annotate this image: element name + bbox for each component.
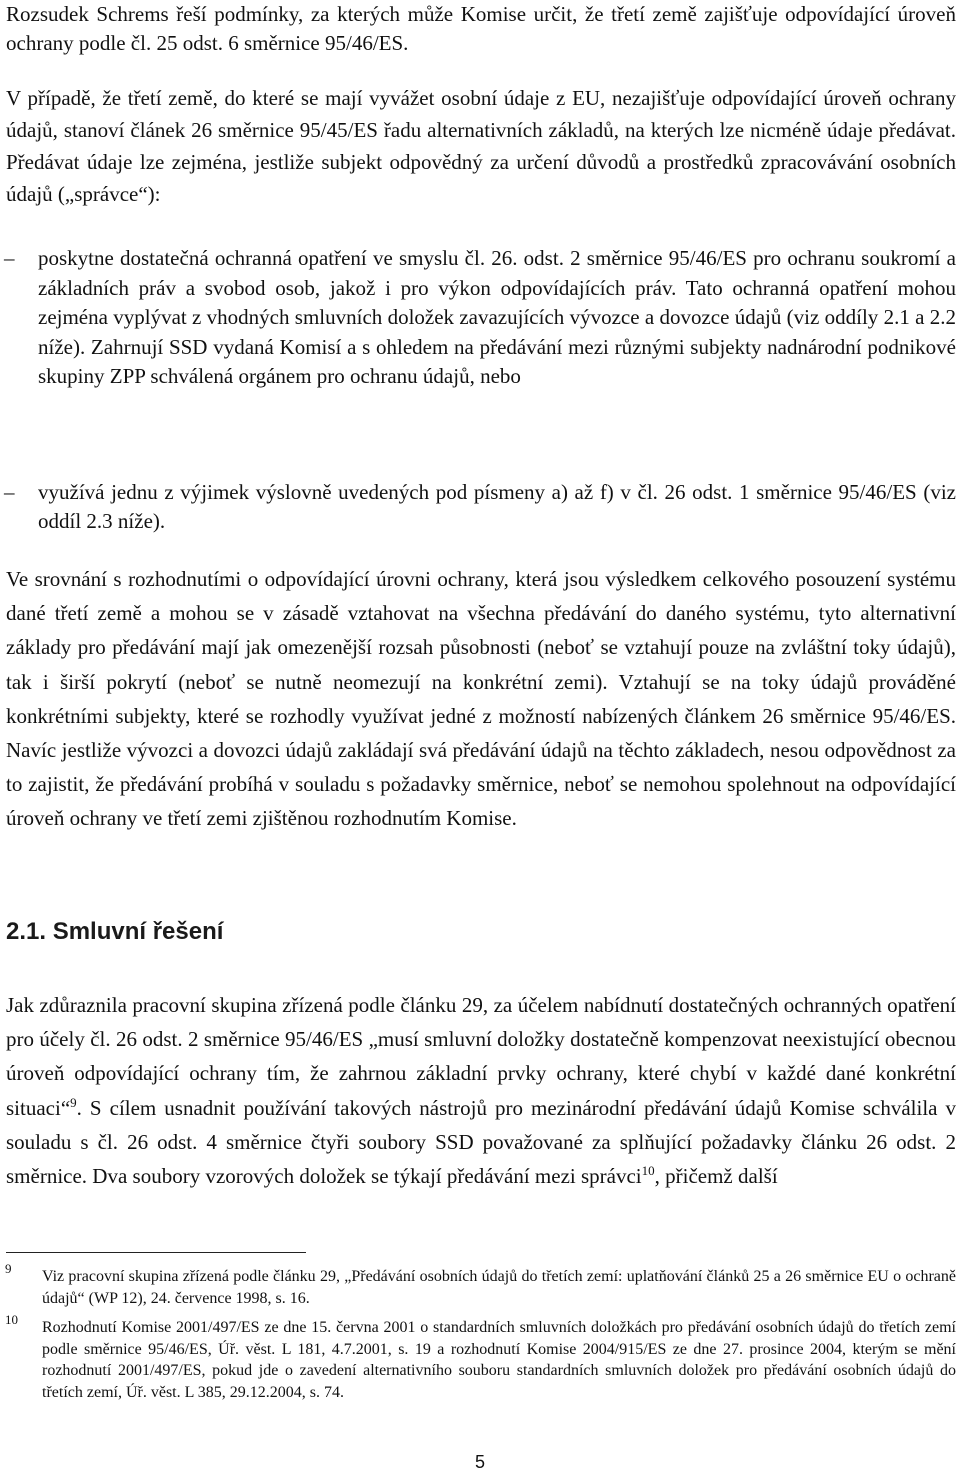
list-bullet: – xyxy=(4,480,15,504)
footnote-ref[interactable]: 10 xyxy=(641,1163,655,1179)
footnote-number: 9 xyxy=(5,1261,12,1276)
page-number: 5 xyxy=(474,1452,485,1472)
paragraph-text: . S cílem usnadnit používání takových nástrojů pro mezinárodní předávání údajů Komise schválila v souladu s čl. 26 odst. 4 směrnice čtyři soubory SSD považované za splňující požadavky článku 26 odst. 2 směrnice. Dva soubory vzorových doložek se týkají předávání mezi správci xyxy=(6,1095,956,1189)
paragraph-contractual xyxy=(6,988,956,1193)
paragraph-schrems: Rozsudek Schrems řeší podmínky, za kterých může Komise určit, že třetí země zajišťuje odpovídající úroveň ochrany podle čl. 25 odst. 6 směrnice 95/46/ES. xyxy=(6,2,956,55)
footnote-text: Rozhodnutí Komise 2001/497/ES ze dne 15. června 2001 o standardních smluvních doložkách pro předávání osobních údajů do třetích zemí podle směrnice 95/46/ES, Úř. věst. L 181, 4.7.2001, s. 19 a rozhodnutí Komise 2004/915/ES ze dne 27. prosince 2004, kterým se mění rozhodnutí 2001/497/ES, pokud jde o zavedení alternativního souboru standardních smluvních doložek pro předávání osobních údajů do třetích zemí, Úř. věst. L 385, 29.12.2004, s. 74. xyxy=(42,1319,956,1401)
paragraph-text: , přičemž další xyxy=(654,1164,778,1189)
footnote-number: 10 xyxy=(5,1312,18,1327)
list-item-text: poskytne dostatečná ochranná opatření ve smyslu čl. 26. odst. 2 směrnice 95/46/ES pro ochranu soukromí a základních práv a svobod osob, jakož i pro výkon odpovídajících práv. Tato ochranná opatření mohou zejména vyplývat z vhodných smluvních doložek zavazujících vývozce a dovozce údajů (viz oddíly 2.1 a 2.2 níže). Zahrnují SSD vydaná Komisí a s ohledem na předávání mezi různými subjekty nadnárodní podnikové skupiny ZPP schválená orgánem pro ochranu údajů, nebo xyxy=(38,246,956,389)
section-heading: 2.1. Smluvní řešení xyxy=(6,918,224,945)
footnote-ref[interactable]: 9 xyxy=(70,1094,77,1110)
paragraph-comparison: Ve srovnání s rozhodnutími o odpovídající úrovni ochrany, která jsou výsledkem celkového posouzení systému dané třetí země a mohou se v zásadě vztahovat na všechna předávání do daného systému, tyto alternativní základy pro předávání mají jak omezenější rozsah působnosti (neboť se vztahují pouze na zvláštní toky údajů), tak i širší pokrytí (neboť se nutně neomezují na konkrétní zemi). Vztahují se na toky údajů prováděné konkrétními subjekty, které se rozhodly využívat jedné z možností nabízených článkem 26 směrnice 95/46/ES. Navíc jestliže vývozci a dovozci údajů zakládají svá předávání údajů na těchto základech, nesou odpovědnost za to zajistit, že předávání probíhá v souladu s požadavky směrnice, neboť se nemohou spolehnout na odpovídající úroveň ochrany ve třetí zemi zjištěnou rozhodnutím Komise. xyxy=(6,567,956,831)
footnote-divider xyxy=(6,1252,306,1253)
list-item-text: využívá jednu z výjimek výslovně uvedených pod písmeny a) až f) v čl. 26 odst. 1 směrnice 95/46/ES (viz oddíl 2.3 níže). xyxy=(38,480,956,533)
footnote-text: Viz pracovní skupina zřízená podle článku 29, „Předávání osobních údajů do třetích zemí: uplatňování článků 25 a 26 směrnice EU o ochraně údajů“ (WP 12), 24. července 1998, s. 16. xyxy=(42,1268,956,1307)
list-bullet: – xyxy=(4,246,15,270)
paragraph-intro: V případě, že třetí země, do které se mají vyvážet osobní údaje z EU, nezajišťuje odpovídající úroveň ochrany údajů, stanoví článek 26 směrnice 95/45/ES řadu alternativních základů, na kterých lze nicméně údaje předávat. Předávat údaje lze zejména, jestliže subjekt odpovědný za určení důvodů a prostředků zpracovávání osobních údajů („správce“): xyxy=(6,86,956,206)
paragraph-text: Jak zdůraznila pracovní skupina zřízená podle článku 29, za účelem nabídnutí dostatečných ochranných opatření pro účely čl. 26 odst. 2 směrnice 95/46/ES „musí smluvní doložky dostatečně kompenzovat neexistující obecnou úroveň odpovídající ochrany tím, že zahrnou základní prvky ochrany, které chybí v každé dané konkrétní situaci“ xyxy=(6,993,956,1120)
